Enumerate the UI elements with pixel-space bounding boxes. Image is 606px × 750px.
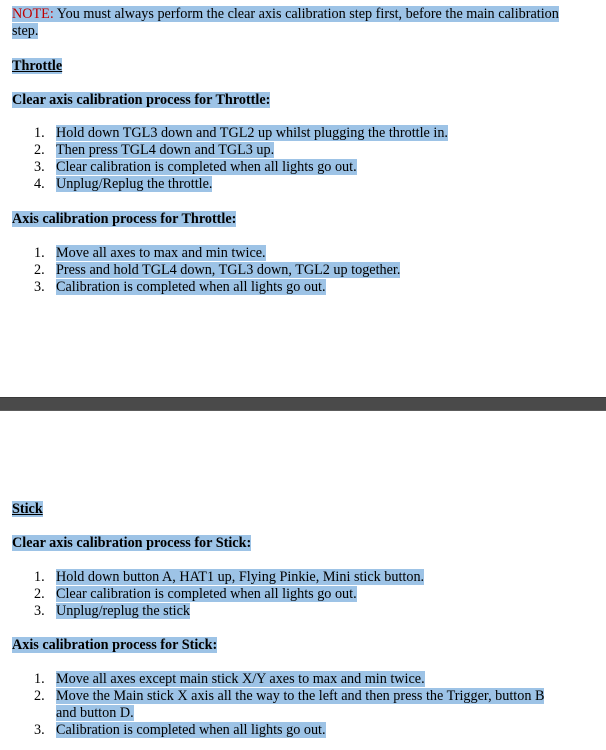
list-item (0, 262, 590, 279)
list-item (0, 245, 590, 262)
stick-title: Stick (12, 501, 43, 517)
list-item-number: 3. (34, 159, 45, 175)
list-item (0, 279, 590, 296)
list-item-number: 1. (34, 245, 45, 261)
list-item (0, 722, 590, 739)
stick-clear-heading: Clear axis calibration process for Stick: (12, 535, 252, 551)
list-item-text: Move all axes except main stick X/Y axes to max and min twice. (56, 671, 425, 687)
list-item (0, 176, 590, 193)
list-item-text: Calibration is completed when all lights go out. (56, 722, 326, 738)
list-item-number: 2. (34, 586, 45, 602)
list-item (0, 603, 590, 620)
list-item-text: Move all axes to max and min twice. (56, 245, 266, 261)
list-item-number: 1. (34, 569, 45, 585)
list-item (0, 671, 590, 688)
throttle-clear-heading: Clear axis calibration process for Throttle: (12, 92, 271, 108)
list-item-text: Unplug/Replug the throttle. (56, 176, 213, 192)
stick-axis-heading: Axis calibration process for Stick: (12, 637, 218, 653)
list-item-text: Press and hold TGL4 down, TGL3 down, TGL2 up together. (56, 262, 401, 278)
stick-clear-heading-block (12, 535, 594, 552)
list-item (0, 586, 590, 603)
list-item-number: 3. (34, 722, 45, 738)
list-item-text: Hold down button A, HAT1 up, Flying Pinkie, Mini stick button. (56, 569, 425, 585)
note-label: NOTE: (12, 6, 54, 22)
list-item (0, 569, 590, 586)
list-item-text: Clear calibration is completed when all lights go out. (56, 586, 357, 602)
note-paragraph (12, 6, 594, 40)
throttle-title: Throttle (12, 58, 63, 74)
page-separator (0, 397, 606, 411)
list-item-text: Hold down TGL3 down and TGL2 up whilst plugging the throttle in. (56, 125, 448, 141)
list-item (0, 688, 590, 722)
list-item-number: 2. (34, 688, 45, 704)
note-text: You must always perform the clear axis calibration step first, before the main calibration (53, 6, 559, 22)
list-item-text: Then press TGL4 down and TGL3 up. (56, 142, 275, 158)
list-item-text: Clear calibration is completed when all lights go out. (56, 159, 357, 175)
throttle-clear-steps-list (0, 125, 590, 193)
list-item-number: 1. (34, 671, 45, 687)
stick-section-title (12, 501, 594, 518)
list-item-text-continued: and button D. (56, 705, 134, 721)
list-item-text: Calibration is completed when all lights go out. (56, 279, 326, 295)
list-item-number: 3. (34, 279, 45, 295)
list-item (0, 142, 590, 159)
list-item-number: 2. (34, 262, 45, 278)
document-page-2 (0, 411, 606, 750)
list-item-number: 2. (34, 142, 45, 158)
list-item-number: 4. (34, 176, 45, 192)
throttle-clear-heading-block (12, 92, 594, 109)
throttle-axis-heading: Axis calibration process for Throttle: (12, 211, 237, 227)
list-item-text: Unplug/replug the stick (56, 603, 190, 619)
list-item-number: 3. (34, 603, 45, 619)
throttle-axis-steps-list (0, 245, 590, 296)
list-item (0, 125, 590, 142)
list-item-number: 1. (34, 125, 45, 141)
throttle-section-title (12, 58, 594, 75)
stick-clear-steps-list (0, 569, 590, 620)
throttle-axis-heading-block (12, 211, 594, 228)
list-item (0, 159, 590, 176)
note-text-continued: step. (12, 23, 39, 39)
stick-axis-heading-block (12, 637, 594, 654)
list-item-text: Move the Main stick X axis all the way to the left and then press the Trigger, button B (56, 688, 545, 704)
stick-axis-steps-list (0, 671, 590, 739)
note-highlight (12, 6, 559, 22)
